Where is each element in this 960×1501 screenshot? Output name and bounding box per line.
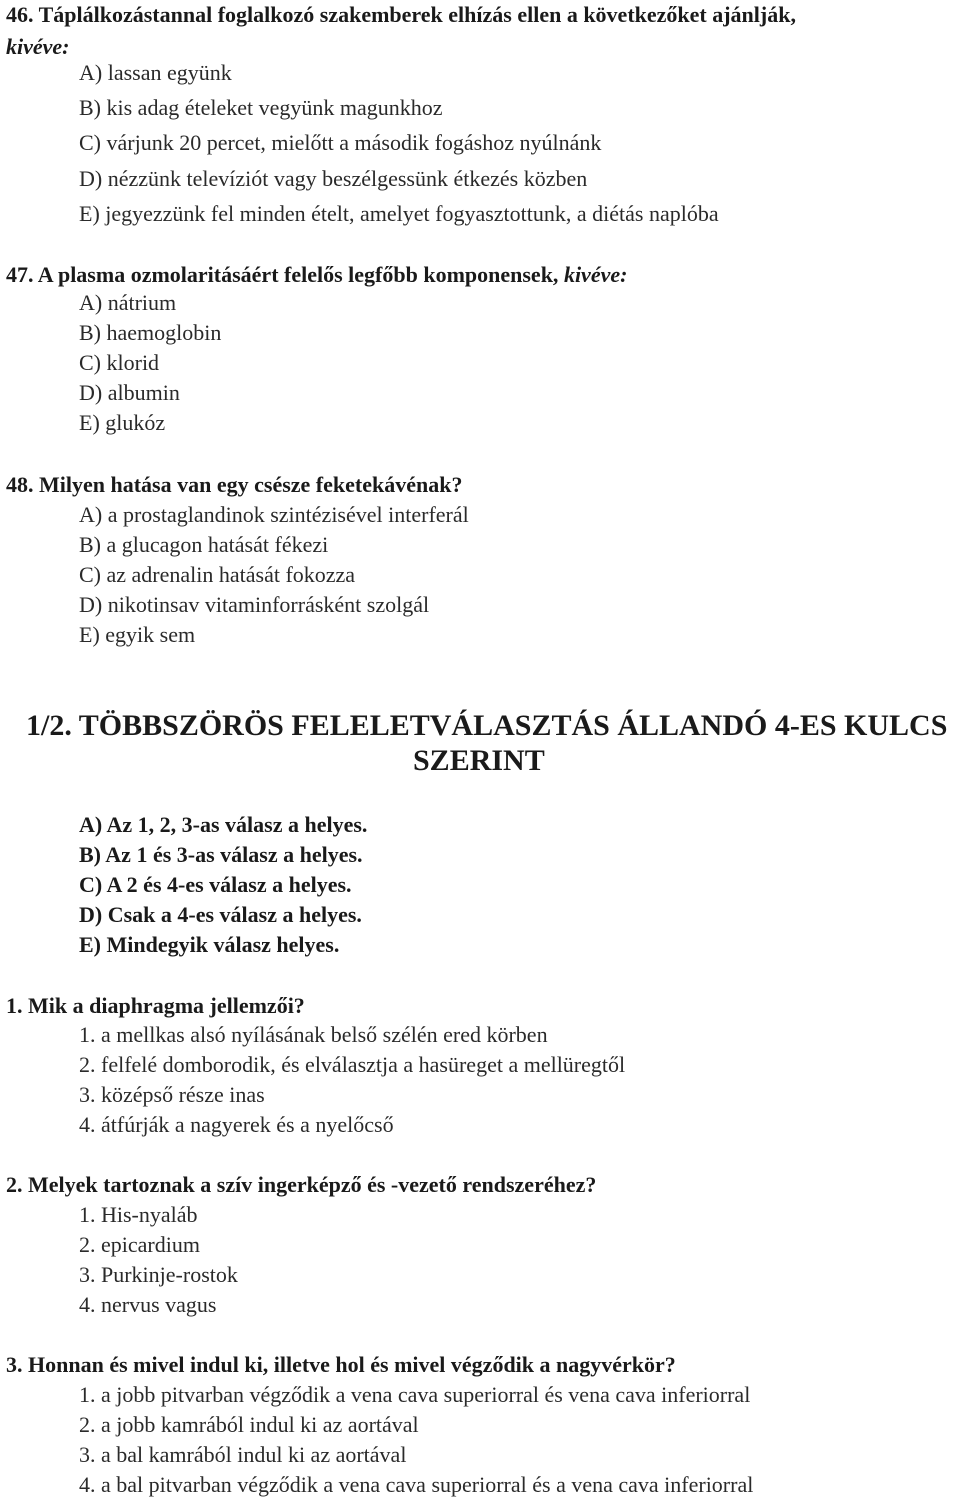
question-47-option-c: C) klorid <box>79 350 160 375</box>
question-47-option-e: E) glukóz <box>79 410 166 435</box>
multi-question-1-item-2: 2. felfelé domborodik, és elválasztja a hasüreget a mellüregtől <box>79 1052 626 1077</box>
answer-key-c: C) A 2 és 4-es válasz a helyes. <box>79 872 352 897</box>
multi-question-3-item-2: 2. a jobb kamrából indul ki az aortával <box>79 1412 419 1437</box>
section-title-line-2: SZERINT <box>413 744 545 777</box>
question-48-option-e: E) egyik sem <box>79 622 196 647</box>
multi-question-3-item-1: 1. a jobb pitvarban végződik a vena cava superiorral és vena cava inferiorral <box>79 1382 751 1407</box>
question-48-option-a: A) a prostaglandinok szintézisével interferál <box>79 502 469 527</box>
section-title-line-1: 1/2. TÖBBSZÖRÖS FELELETVÁLASZTÁS ÁLLANDÓ 4-ES KULCS <box>26 709 948 742</box>
multi-question-2-item-1: 1. His-nyaláb <box>79 1202 198 1227</box>
question-46-exception: kivéve: <box>6 34 70 59</box>
answer-key-d: D) Csak a 4-es válasz a helyes. <box>79 902 362 927</box>
answer-key-b: B) Az 1 és 3-as válasz a helyes. <box>79 842 363 867</box>
multi-question-1-item-4: 4. átfúrják a nagyerek és a nyelőcső <box>79 1112 394 1137</box>
question-46-title: 46. Táplálkozástannal foglalkozó szakemberek elhízás ellen a következőket ajánlják, <box>6 2 796 27</box>
question-48-option-c: C) az adrenalin hatását fokozza <box>79 562 356 587</box>
question-46-option-c: C) várjunk 20 percet, mielőtt a második fogáshoz nyúlnánk <box>79 130 602 155</box>
multi-question-2-item-3: 3. Purkinje-rostok <box>79 1262 238 1287</box>
multi-question-3-item-4: 4. a bal pitvarban végződik a vena cava superiorral és a vena cava inferiorral <box>79 1472 754 1497</box>
question-46-option-e: E) jegyezzünk fel minden ételt, amelyet fogyasztottunk, a diétás naplóba <box>79 201 719 226</box>
question-47-option-b: B) haemoglobin <box>79 320 222 345</box>
question-47-title <box>6 262 627 288</box>
question-47-exception: kivéve: <box>563 262 628 287</box>
question-48-title: 48. Milyen hatása van egy csésze feketekávénak? <box>6 472 463 497</box>
multi-question-2-item-4: 4. nervus vagus <box>79 1292 217 1317</box>
question-46-option-a: A) lassan együnk <box>79 60 232 85</box>
multi-question-1-title: 1. Mik a diaphragma jellemzői? <box>6 993 305 1018</box>
multi-question-2-title: 2. Melyek tartoznak a szív ingerképző és -vezető rendszeréhez? <box>6 1172 597 1197</box>
question-48-option-b: B) a glucagon hatását fékezi <box>79 532 329 557</box>
question-47-option-a: A) nátrium <box>79 290 177 315</box>
question-46-option-d: D) nézzünk televíziót vagy beszélgessünk étkezés közben <box>79 166 588 191</box>
question-46-option-b: B) kis adag ételeket vegyünk magunkhoz <box>79 95 443 120</box>
multi-question-2-item-2: 2. epicardium <box>79 1232 200 1257</box>
answer-key-a: A) Az 1, 2, 3-as válasz a helyes. <box>79 812 368 837</box>
question-48-option-d: D) nikotinsav vitaminforrásként szolgál <box>79 592 430 617</box>
question-47-title-text: 47. A plasma ozmolaritásáért felelős legfőbb komponensek, <box>6 262 559 287</box>
multi-question-1-item-1: 1. a mellkas alsó nyílásának belső szélén ered körben <box>79 1022 548 1047</box>
answer-key-e: E) Mindegyik válasz helyes. <box>79 932 340 957</box>
question-47-option-d: D) albumin <box>79 380 180 405</box>
multi-question-1-item-3: 3. középső része inas <box>79 1082 265 1107</box>
multi-question-3-title: 3. Honnan és mivel indul ki, illetve hol és mivel végződik a nagyvérkör? <box>6 1352 676 1377</box>
multi-question-3-item-3: 3. a bal kamrából indul ki az aortával <box>79 1442 407 1467</box>
